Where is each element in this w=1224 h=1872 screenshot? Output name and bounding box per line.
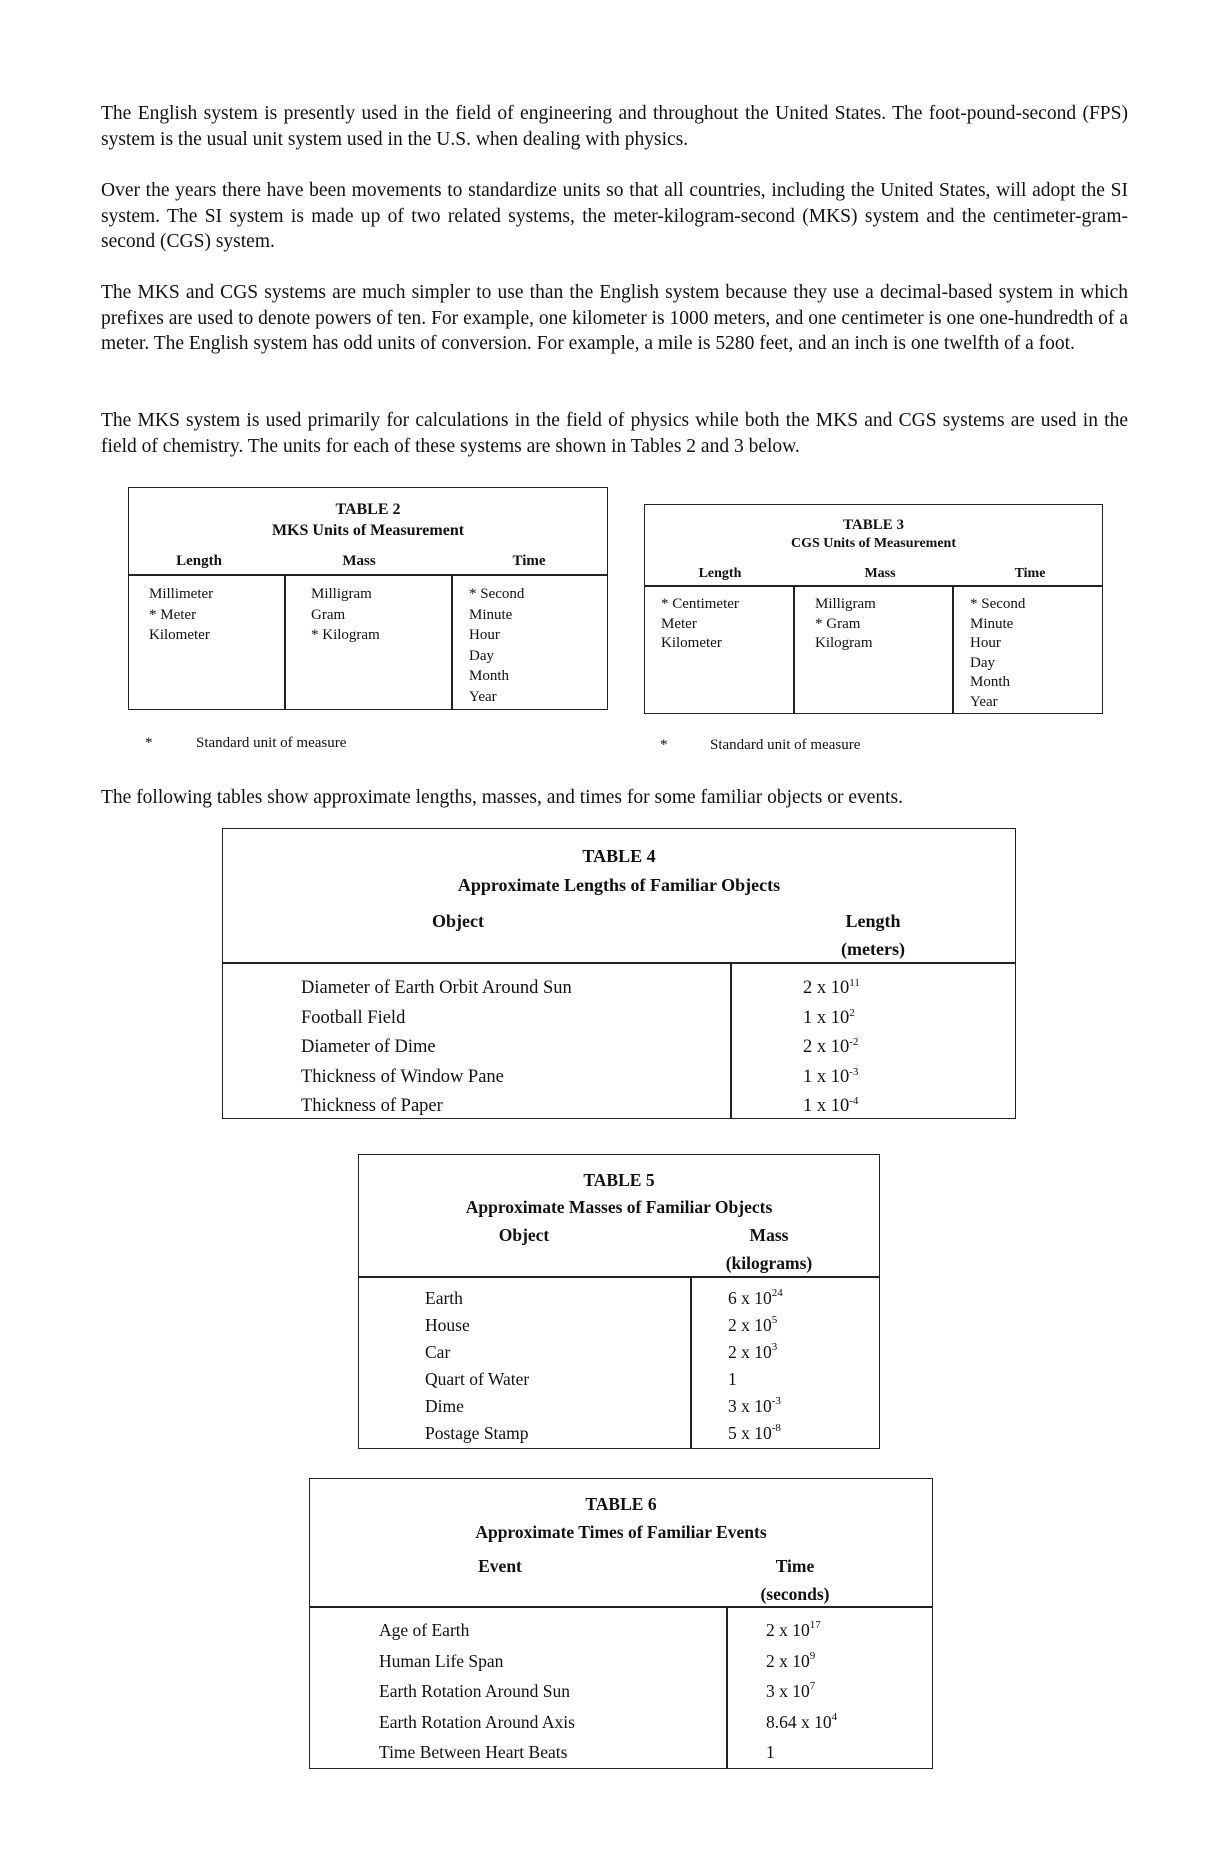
table-2-header-mass: Mass <box>342 553 376 569</box>
table-3-time-units: * Second Minute Hour Day Month Year <box>970 596 1026 710</box>
table-row-label: Earth Rotation Around Axis <box>379 1711 575 1732</box>
value-base: 3 x 10 <box>766 1681 810 1701</box>
value-exponent: 11 <box>849 977 860 989</box>
table-row-value <box>766 1737 837 1768</box>
table-6-event-list <box>379 1615 575 1768</box>
table-4-col-divider <box>730 962 732 1119</box>
table-row-label: Dime <box>425 1396 464 1416</box>
table-row-label: Thickness of Window Pane <box>301 1066 504 1087</box>
paragraph-standardize-units: Over the years there have been movements to standardize units so that all countries, including the United States, will adopt the SI system. The SI system is made up of two related systems, the meter-kilogram-second (MKS) system and the centimeter-gram-second (CGS) system. <box>101 180 1128 252</box>
value-exponent: 17 <box>809 1619 821 1631</box>
table-row-value <box>728 1366 783 1393</box>
table-row-value <box>728 1420 783 1447</box>
table-3 <box>644 504 1103 714</box>
value-exponent: 9 <box>809 1649 816 1662</box>
value-exponent: -4 <box>849 1095 859 1107</box>
table-5 <box>358 1154 880 1449</box>
table-3-header-mass: Mass <box>864 566 896 581</box>
table-row-value <box>803 1092 860 1122</box>
value-exponent: 7 <box>809 1680 816 1692</box>
table-2-mass-units: Milligram Gram * Kilogram <box>311 586 380 643</box>
table-row-label: Age of Earth <box>379 1620 470 1640</box>
table-3-number: TABLE 3 <box>843 517 904 533</box>
table-4-header-length: Length <box>845 911 901 931</box>
table-6-title: Approximate Times of Familiar Events <box>475 1522 767 1542</box>
table-3-mass-units: Milligram * Gram Kilogram <box>815 596 876 651</box>
value-base: 2 x 10 <box>728 1315 772 1335</box>
value-exponent: 4 <box>831 1710 838 1723</box>
table-5-header-mass-unit: (kilograms) <box>725 1253 813 1273</box>
table-row-label: House <box>425 1315 470 1335</box>
table-6-col-divider <box>726 1606 728 1768</box>
table-6 <box>309 1478 933 1769</box>
table-2-header-rule <box>129 574 607 576</box>
paragraph-mks-usage: The MKS system is used primarily for calculations in the field of physics while both the MKS and CGS systems are used in the field of chemistry. The units for each of these systems are shown in Tables 2 and 3 below. <box>101 410 1128 457</box>
table-row-value <box>728 1339 783 1366</box>
table-row-label: Thickness of Paper <box>301 1096 443 1116</box>
value-base: 6 x 10 <box>728 1288 772 1308</box>
table-row-value <box>803 1004 860 1034</box>
value-exponent: -3 <box>849 1065 859 1078</box>
table-row-label: Car <box>425 1342 451 1362</box>
table-4-object-list <box>301 974 572 1122</box>
table-2-header-length: Length <box>176 553 222 569</box>
table-6-time-list <box>766 1615 837 1768</box>
table-5-header-rule <box>359 1276 879 1278</box>
table-4 <box>222 828 1016 1119</box>
value-exponent: 5 <box>771 1314 778 1326</box>
value-base: 2 x 10 <box>803 1037 850 1057</box>
table-3-col-divider-2 <box>952 585 954 713</box>
value-base: 3 x 10 <box>728 1396 772 1416</box>
paragraph-familiar-intro: The following tables show approximate lengths, masses, and times for some familiar objects or events. <box>101 787 904 808</box>
table-row-value <box>766 1676 837 1707</box>
table-5-mass-list <box>728 1285 783 1447</box>
value-exponent: 2 <box>849 1006 855 1019</box>
table-3-header-length: Length <box>698 566 742 581</box>
table-6-header-time: Time <box>775 1556 815 1576</box>
table-5-col-divider <box>690 1276 692 1448</box>
value-base: 5 x 10 <box>728 1423 772 1443</box>
table-row-label: Postage Stamp <box>425 1423 529 1443</box>
table-6-header-event: Event <box>478 1556 522 1576</box>
table-3-header-rule <box>645 585 1102 587</box>
table-row-label: Diameter of Dime <box>301 1037 436 1057</box>
table-3-col-divider-1 <box>793 585 795 713</box>
table-2-number: TABLE 2 <box>335 501 401 518</box>
table-2-title: MKS Units of Measurement <box>271 522 465 539</box>
table-row-value <box>728 1393 783 1420</box>
table-4-title: Approximate Lengths of Familiar Objects <box>457 875 781 895</box>
table-2-time-units: * Second Minute Hour Day Month Year <box>469 586 525 705</box>
value-base: 2 x 10 <box>728 1342 772 1362</box>
table-6-header-time-unit: (seconds) <box>760 1584 830 1604</box>
table-4-header-length-unit: (meters) <box>841 939 905 959</box>
table-2-header-time: Time <box>512 553 546 569</box>
value-base: 2 x 10 <box>766 1650 810 1671</box>
value-base: 8.64 x 10 <box>766 1711 832 1732</box>
table-4-header-rule <box>223 962 1015 964</box>
table-4-length-list <box>803 974 860 1122</box>
paragraph-mks-cgs-simpler: The MKS and CGS systems are much simpler to use than the English system because they use a decimal-based system in which prefixes are used to denote powers of ten. For example, one kilometer is 1000 meters, and one centimeter is one one-hundredth of a meter. The English system has odd units of conversion. For example, a mile is 5280 feet, and an inch is one twelfth of a foot. <box>101 282 1128 354</box>
value-exponent: -3 <box>771 1395 781 1407</box>
table-2-note-star: * <box>145 735 153 751</box>
value-base: 2 x 10 <box>803 978 850 998</box>
table-row-value <box>803 1063 860 1093</box>
value-exponent: 3 <box>771 1341 778 1353</box>
table-row-value <box>766 1615 837 1646</box>
table-row-value <box>803 1033 860 1063</box>
table-4-header-object: Object <box>432 911 484 931</box>
table-row-label: Quart of Water <box>425 1369 530 1389</box>
value-base: 1 <box>766 1742 775 1762</box>
table-5-header-object: Object <box>498 1225 550 1245</box>
table-5-number: TABLE 5 <box>583 1170 655 1190</box>
table-3-note-star: * <box>660 737 668 753</box>
table-3-length-units: * Centimeter Meter Kilometer <box>661 596 739 651</box>
table-5-title: Approximate Masses of Familiar Objects <box>465 1197 773 1217</box>
table-6-header-rule <box>310 1606 932 1608</box>
value-exponent: 24 <box>771 1287 783 1299</box>
table-5-object-list <box>425 1285 529 1447</box>
value-base: 1 x 10 <box>803 1066 850 1087</box>
table-3-header-time: Time <box>1014 566 1046 581</box>
table-row-value <box>728 1285 783 1312</box>
table-3-note: Standard unit of measure <box>710 737 861 753</box>
table-4-number: TABLE 4 <box>582 846 656 866</box>
value-base: 1 x 10 <box>803 1007 850 1028</box>
table-5-header-mass: Mass <box>749 1225 789 1245</box>
table-row-label: Earth Rotation Around Sun <box>379 1681 571 1701</box>
table-row-label: Earth <box>425 1288 463 1308</box>
value-base: 1 <box>728 1369 737 1389</box>
table-row-value <box>766 1646 837 1677</box>
table-row-value <box>728 1312 783 1339</box>
table-2 <box>128 487 608 710</box>
table-row-label: Human Life Span <box>379 1650 504 1671</box>
table-row-value <box>803 974 860 1004</box>
table-row-label: Time Between Heart Beats <box>379 1742 568 1762</box>
table-2-col-divider-1 <box>284 574 286 709</box>
table-row-label: Football Field <box>301 1007 406 1028</box>
table-row-label: Diameter of Earth Orbit Around Sun <box>301 978 572 998</box>
table-6-number: TABLE 6 <box>585 1494 657 1514</box>
value-base: 2 x 10 <box>766 1620 810 1640</box>
value-base: 1 x 10 <box>803 1096 850 1116</box>
paragraph-english-system: The English system is presently used in the field of engineering and throughout the United States. The foot-pound-second (FPS) system is the usual unit system used in the U.S. when dealing with physics. <box>101 103 1128 150</box>
value-exponent: -2 <box>849 1036 859 1048</box>
table-3-title: CGS Units of Measurement <box>790 536 956 551</box>
value-exponent: -8 <box>771 1422 781 1434</box>
table-2-length-units: Millimeter * Meter Kilometer <box>149 586 214 643</box>
table-2-note: Standard unit of measure <box>196 735 347 751</box>
table-2-col-divider-2 <box>451 574 453 709</box>
table-row-value <box>766 1707 837 1738</box>
